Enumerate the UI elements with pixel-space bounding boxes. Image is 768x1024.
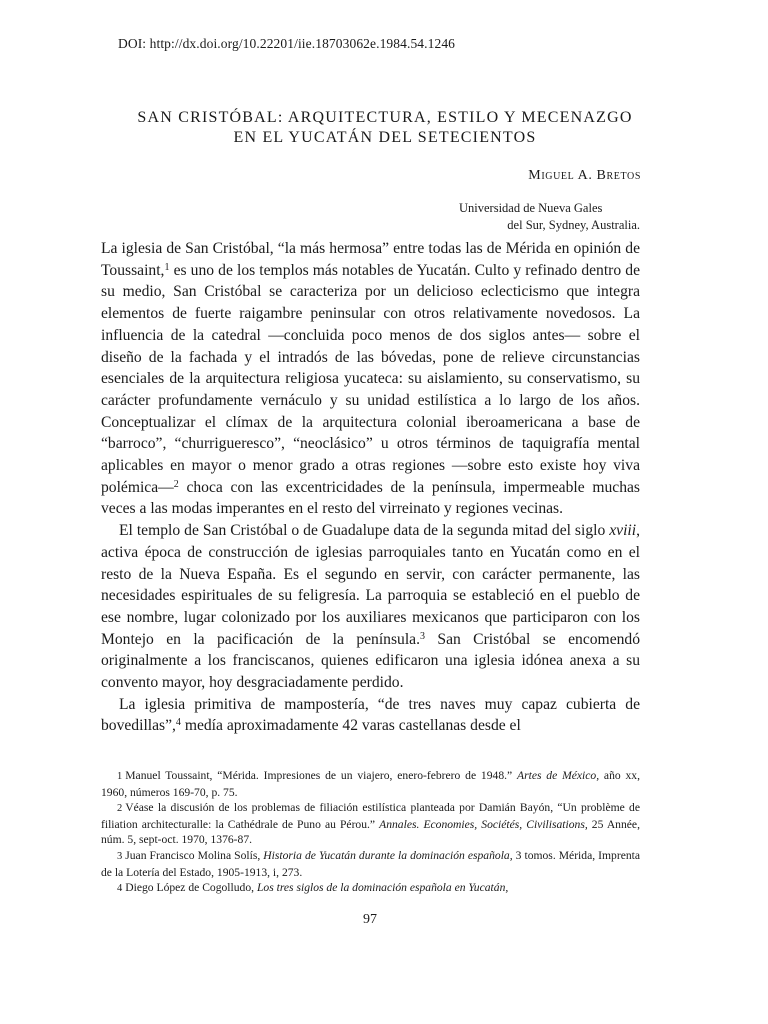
p2-text-b: , activa época de construcción de iglesias parroquiales tanto en Yucatán como en el resto de la Nueva España. Es el segundo en servir, con carácter permanente, las necesidades espirituales de su feligresía. La parroquia se estableció en el pueblo de ese nombre, lugar colonizado por los auxiliares mexicanos que participaron con los Montejo en la pacificación de la península. xyxy=(101,522,640,648)
footnote-italic: Artes de México, xyxy=(517,769,600,782)
footnote-ref-3: 3 xyxy=(420,630,425,642)
footnote-text: año xx, 1960, números 169-70, p. 75. xyxy=(101,769,640,799)
p1-text-a: La iglesia de San Cristóbal, “la más hermosa” entre todas las de Mérida en opinión de Toussaint, xyxy=(101,240,640,279)
footnote-ref-1: 1 xyxy=(164,261,170,273)
page-number: 97 xyxy=(363,912,377,927)
footnote-number: 1 xyxy=(117,771,123,782)
footnote-2 xyxy=(101,800,640,848)
footnote-number: 2 xyxy=(117,803,123,815)
body-text xyxy=(101,238,640,737)
p3-text-a: La iglesia primitiva de mampostería, “de tres naves muy capaz cubierta de bovedillas”, xyxy=(101,695,640,735)
paragraph-1 xyxy=(101,238,640,520)
footnote-italic: Annales. Economies, Sociétés, Civilisations, xyxy=(379,817,588,831)
footnote-ref-2: 2 xyxy=(173,478,179,490)
footnote-text: Manuel Toussaint, “Mérida. Impresiones de un viajero, enero-febrero de 1948.” xyxy=(125,769,517,782)
p2-text-c: San Cristóbal se encomendó originalmente a los franciscanos, quienes edificaron una iglesia idónea anexa a su convento mayor, hoy desgraciadamente perdido. xyxy=(101,630,641,692)
author-name: Miguel A. Bretos xyxy=(528,168,641,183)
p1-text-b: es uno de los templos más notables de Yucatán. Culto y refinado dentro de su medio, San Cristóbal se caracteriza por un delicioso eclecticismo que integra elementos de fuerte raigambre peninsular con otros relativamente novedosos. La influencia de la catedral —concluida poco menos de dos siglos antes— sobre el diseño de la fachada y el intradós de las bóvedas, pone de relieve circunstancias esenciales de la arquitectura religiosa yucateca: su aislamiento, su conservatismo, su carácter profundamente vernáculo y su unidad estilística a lo largo de los años. Conceptualizar el clímax de la arquitectura colonial iberoamericana a base de “barroco”, “churrigueresco”, “neoclásico” u otros términos de taquigrafía mental aplicables en mayor o menor grado a otras regiones —sobre esto existe hoy viva polémica— xyxy=(101,261,640,496)
century-roman: xviii xyxy=(609,522,637,540)
p2-text-a: El templo de San Cristóbal o de Guadalupe data de la segunda mitad del siglo xyxy=(119,522,610,540)
footnote-ref-4: 4 xyxy=(175,717,181,729)
author-affiliation xyxy=(459,200,640,234)
footnote-italic: Historia de Yucatán durante la dominación española, xyxy=(263,848,513,862)
footnotes xyxy=(101,768,640,897)
footnote-number: 4 xyxy=(117,883,123,895)
footnote-4 xyxy=(101,880,640,897)
footnote-text: 3 tomos. Mérida, Imprenta de la Lotería del Estado, 1905-1913, i, 273. xyxy=(101,848,640,879)
title-line-2: EN EL YUCATÁN DEL SETECIENTOS xyxy=(233,129,537,146)
article-title xyxy=(100,108,670,148)
paragraph-2 xyxy=(101,520,640,694)
footnote-text: Juan Francisco Molina Solís, xyxy=(125,848,264,862)
footnote-1 xyxy=(101,768,640,800)
paragraph-3 xyxy=(101,694,640,737)
footnote-text: 25 Année, núm. 5, sept-oct. 1970, 1376-87. xyxy=(101,817,640,847)
p3-text-b: medía aproximadamente 42 varas castellanas desde el xyxy=(180,717,521,735)
title-line-1: SAN CRISTÓBAL: ARQUITECTURA, ESTILO Y MECENAZGO xyxy=(137,109,633,126)
footnote-text: Véase la discusión de los problemas de filiación estilística planteada por Damián Bayón, “Un problème de filiation architecturalle: la Cathédrale de Puno au Pérou.” xyxy=(101,801,640,831)
footnote-text: Diego López de Cogolludo, xyxy=(125,881,257,895)
footnote-italic: Los tres siglos de la dominación española en Yucatán, xyxy=(256,881,509,895)
doi-line: DOI: http://dx.doi.org/10.22201/iie.18703062e.1984.54.1246 xyxy=(118,36,456,51)
affiliation-line-1: Universidad de Nueva Gales xyxy=(459,201,603,215)
p1-text-c: choca con las excentricidades de la península, impermeable muchas veces a las modas imperantes en el resto del virreinato y regiones vecinas. xyxy=(101,478,640,518)
footnote-number: 3 xyxy=(117,850,123,862)
footnote-3 xyxy=(101,848,640,880)
affiliation-line-2: del Sur, Sydney, Australia. xyxy=(507,218,640,232)
